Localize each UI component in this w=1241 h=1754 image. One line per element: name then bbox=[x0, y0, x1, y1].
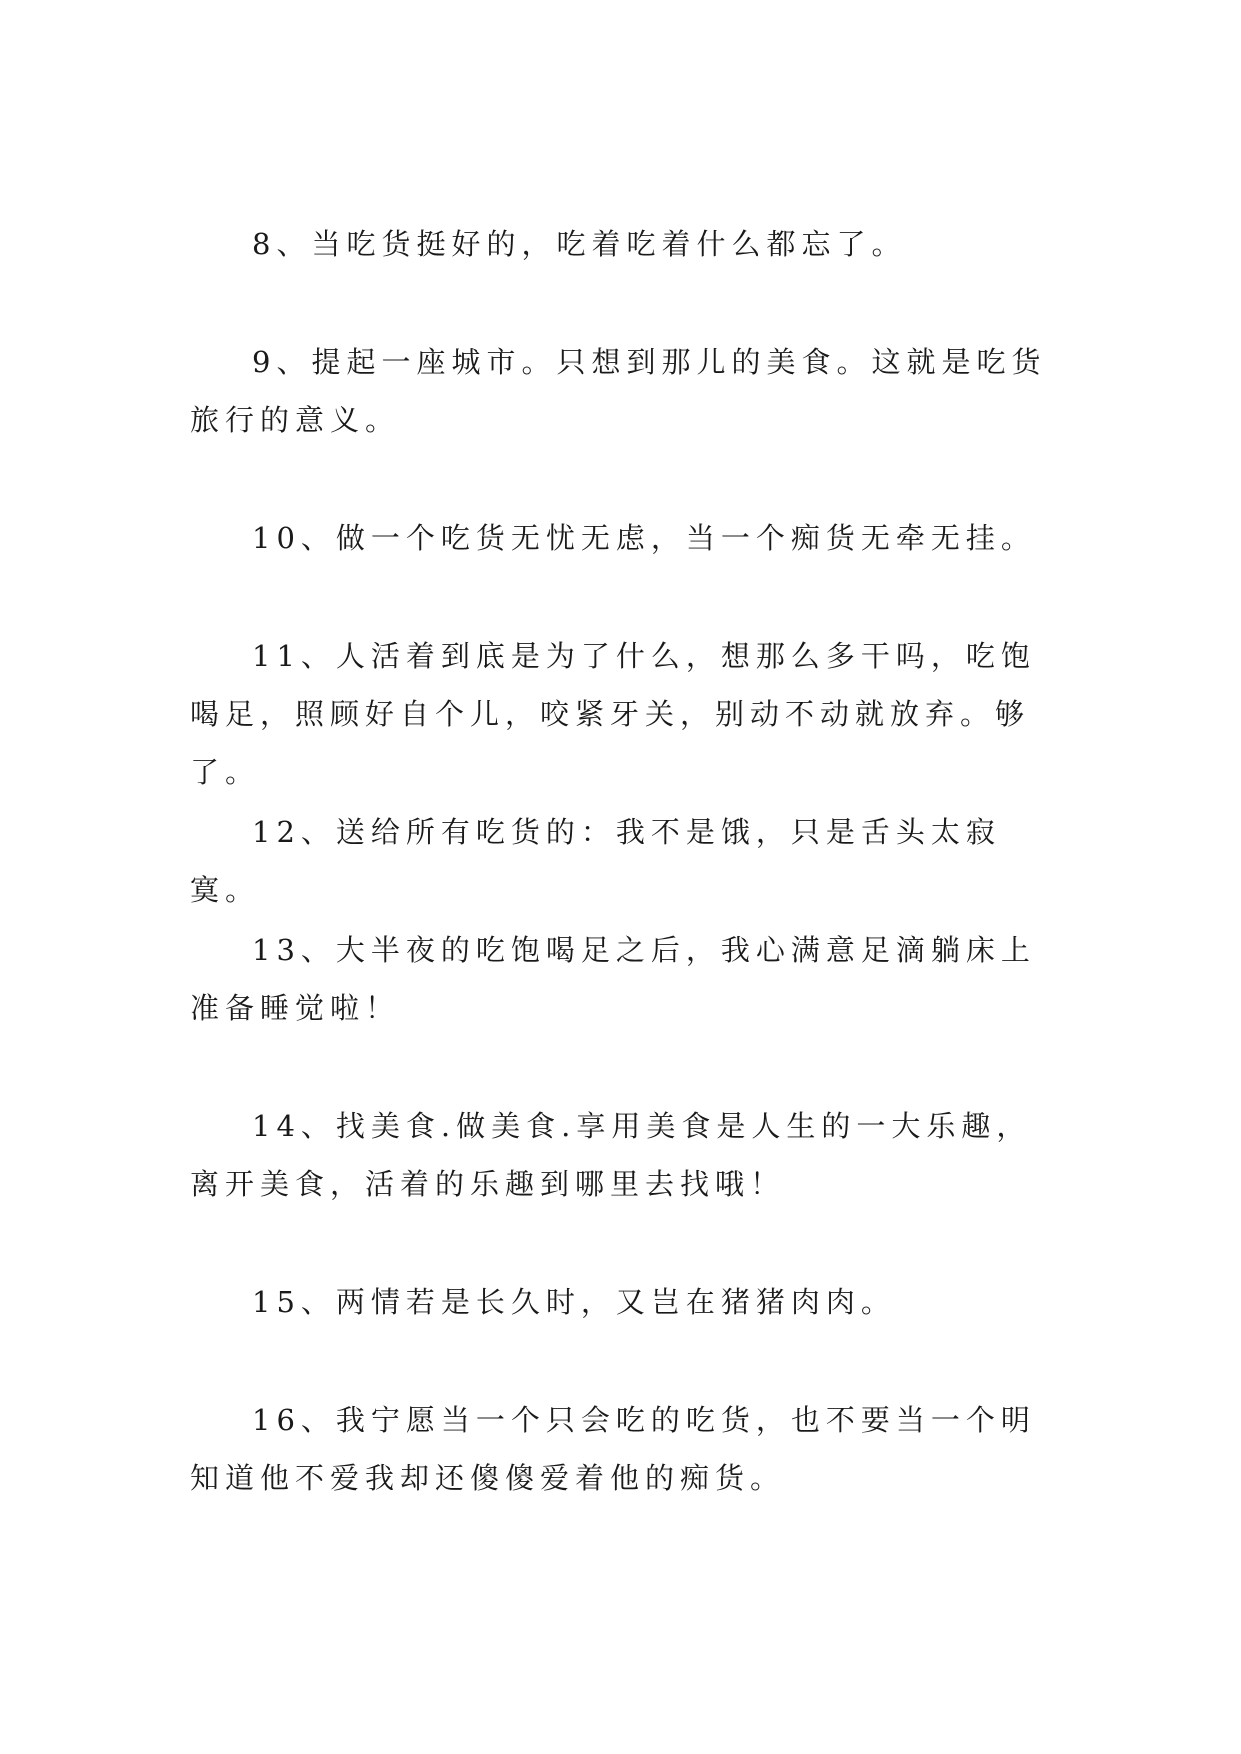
paragraph-item-12: 12、送给所有吃货的：我不是饿，只是舌头太寂寞。 bbox=[190, 815, 1001, 907]
paragraph-item-9: 9、提起一座城市。只想到那儿的美食。这就是吃货旅行的意义。 bbox=[190, 345, 1047, 437]
paragraph-item-10: 10、做一个吃货无忧无虑，当一个痴货无牵无挂。 bbox=[252, 521, 1036, 555]
paragraph-item-11: 11、人活着到底是为了什么，想那么多干吗，吃饱喝足，照顾好自个儿，咬紧牙关，别动不动就放弃。够了。 bbox=[190, 639, 1036, 789]
paragraph-item-13: 13、大半夜的吃饱喝足之后，我心满意足滴躺床上准备睡觉啦！ bbox=[190, 933, 1036, 1025]
paragraph-item-16: 16、我宁愿当一个只会吃的吃货，也不要当一个明知道他不爱我却还傻傻爱着他的痴货。 bbox=[190, 1403, 1036, 1495]
paragraph-item-14: 14、找美食.做美食.享用美食是人生的一大乐趣，离开美食，活着的乐趣到哪里去找哦！ bbox=[190, 1109, 1032, 1201]
paragraph-item-8: 8、当吃货挺好的，吃着吃着什么都忘了。 bbox=[252, 227, 907, 261]
paragraph-item-15: 15、两情若是长久时，又岂在猪猪肉肉。 bbox=[252, 1285, 896, 1319]
